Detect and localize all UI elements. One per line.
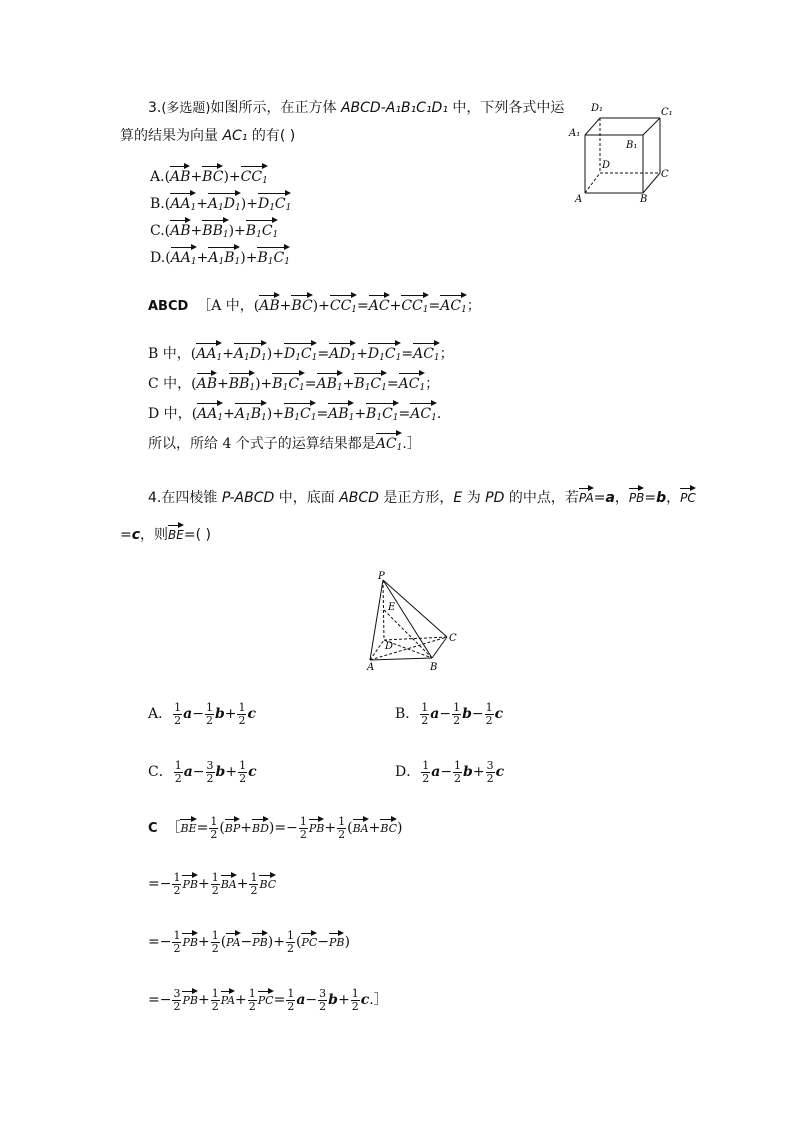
pyramid-label-A: A: [367, 662, 375, 673]
pyramid-label-C: C: [449, 633, 457, 644]
q4-solution-line-4: =− $\frac{3}{2}$ PB+ $\frac{1}{2}$ PA+ $\frac{1}{2}$ PC= $\frac{1}{2}$ a− $\frac{3}{2}$ b+ $\frac{1}{2}$ c.］: [148, 987, 388, 1013]
q3-tag: (多选题): [161, 101, 211, 116]
q3-solution-line-b: B 中，$(AA_1+A_1D_1)+D_1C_1=AD_1+D_1C_1=AC_1$；: [148, 340, 454, 363]
q3-stem-line1: 3.(多选题)如图所示，在正方体 ABCD-A₁B₁C₁D₁ 中，下列各式中运: [148, 100, 565, 116]
q3-option-d: $D.(AA_1+A_1B_1)+B_1C_1$: [150, 244, 290, 266]
q4-option-b: B． $\frac{1}{2}$ a− $\frac{1}{2}$ b− $\frac{1}{2}$ c: [395, 701, 504, 727]
q4-solution-line-1: C ［BE= $\frac{1}{2}$ (BP+BD)=− $\frac{1}{2}$ PB+ $\frac{1}{2}$ (BA+BC): [148, 815, 403, 841]
q3-option-c: $C.(AB+BB_1)+B_1C_1$: [150, 217, 278, 239]
cube-figure: [565, 100, 675, 210]
cube-label-A: A: [575, 194, 583, 205]
q4-number: 4.: [148, 490, 162, 506]
q3-conclusion: 所以，所给 4 个式子的运算结果都是$AC_1.]$: [148, 430, 421, 453]
pyramid-label-B: B: [430, 662, 438, 673]
pyramid-figure: [360, 570, 470, 675]
cube-label-C: C: [661, 169, 669, 180]
pyramid-label-D: D: [385, 641, 394, 652]
q4-stem-line1: 4.在四棱锥 P-ABCD 中，底面 ABCD 是正方形，E 为 PD 的中点，若PA=a，PB=b，PC: [148, 485, 696, 507]
q4-answer: C: [148, 821, 158, 837]
q4-solution-line-3: =− $\frac{1}{2}$ PB+ $\frac{1}{2}$ (PA−PB)+ $\frac{1}{2}$ (PC−PB): [148, 929, 350, 955]
pyramid-label-E: E: [388, 602, 396, 613]
q4-option-d: D． $\frac{1}{2}$ a− $\frac{1}{2}$ b+ $\frac{3}{2}$ c: [395, 759, 505, 785]
q3-number: 3.: [148, 100, 162, 116]
cube-label-B: B: [640, 194, 648, 205]
q4-option-c: C． $\frac{1}{2}$ a− $\frac{3}{2}$ b+ $\frac{1}{2}$ c: [148, 759, 257, 785]
q3-answer: ABCD: [148, 299, 189, 314]
cube-label-A1: A₁: [569, 128, 581, 139]
cube-label-D1: D₁: [591, 103, 604, 114]
q3-stem-line2: 算的结果为向量 AC₁ 的有( ): [120, 128, 296, 144]
q3-option-b: $B.(AA_1+A_1D_1)+D_1C_1$: [150, 190, 291, 212]
q3-solution-line-d: D 中，$(AA_1+A_1B_1)+B_1C_1=AB_1+B_1C_1=AC_1$.: [148, 400, 441, 423]
q4-option-a: A． $\frac{1}{2}$ a− $\frac{1}{2}$ b+ $\frac{1}{2}$ c: [148, 701, 256, 727]
cube-label-D: D: [602, 160, 611, 171]
q3-solution-line-a: ABCD ［A 中，$(AB+BC)+CC_1=AC+CC_1=AC_1$；: [148, 292, 481, 315]
q4-solution-line-2: =− $\frac{1}{2}$ PB+ $\frac{1}{2}$ BA+ $\frac{1}{2}$ BC: [148, 871, 277, 897]
pyramid-label-P: P: [378, 571, 385, 582]
cube-label-B1: B₁: [626, 140, 638, 151]
cube-label-C1: C₁: [661, 107, 673, 118]
q4-stem-line2: =c，则BE=( ): [120, 522, 211, 544]
q3-solution-line-c: C 中，$(AB+BB_1)+B_1C_1=AB_1+B_1C_1=AC_1$；: [148, 370, 439, 393]
q3-option-a: $A.(AB+BC)+CC_1$: [150, 163, 268, 185]
